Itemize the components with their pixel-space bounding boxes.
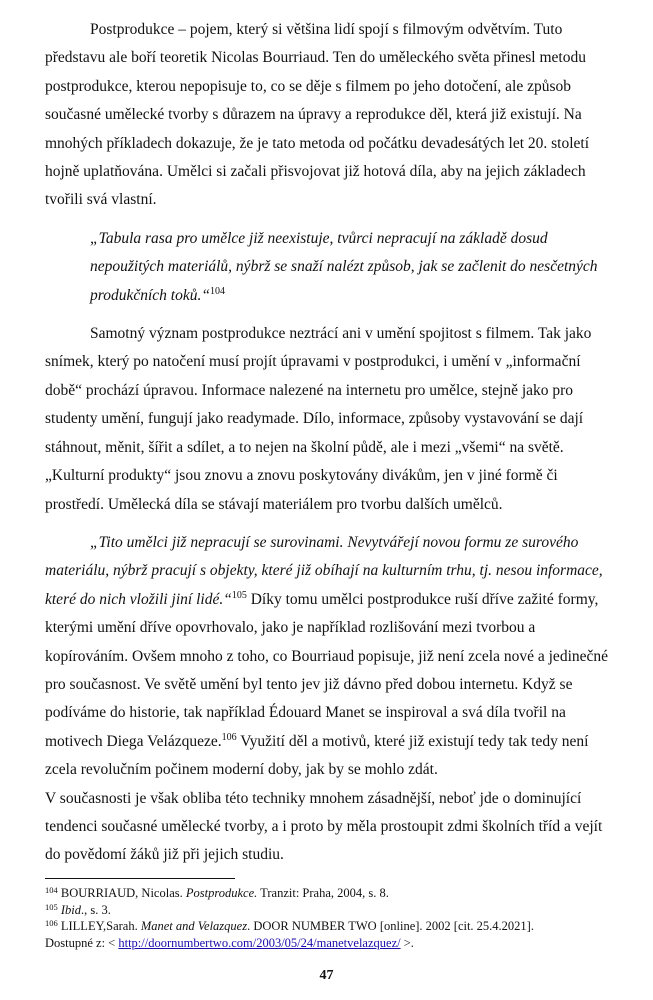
block-quote-tabula-rasa bbox=[45, 225, 610, 310]
footnote-ref-104[interactable]: 104 bbox=[209, 285, 225, 297]
paragraph-intro: Postprodukce – pojem, který si většina lidí spojí s filmovým odvětvím. Tuto představu ale boří teoretik Nicolas Bourriaud. Ten do uměleckého světa přinesl metodu postprodukce, kterou nepopisuje to, co se děje s filmem po jeho dotočení, ale způsob současné umělecké tvorby s důrazem na úpravy a reprodukce děl, která již existují. Na mnohých příkladech dokazuje, že je tato metoda od počátku devadesátých let 20. století hojně uplatňována. Umělci si začali přisvojovat již hotová díla, aby na jejich základech tvořili svá vlastní. bbox=[45, 21, 590, 209]
footnote-separator bbox=[45, 878, 235, 879]
footnote-number: 104 bbox=[45, 885, 58, 895]
document-body bbox=[45, 16, 610, 870]
footnote-105: $^{105}$ Ibid., s. 3. bbox=[45, 901, 111, 917]
paragraph-artists-raw-materials bbox=[45, 529, 610, 785]
paragraph-present-day: V současnosti je však obliba této techniky mnohem zásadnější, neboť jde o dominující tendenci současné umělecké tvorby, a i proto by měla prostoupit zdmi školních tříd a vejít do povědomí žáků již při jejich studiu. bbox=[45, 789, 603, 864]
paragraph-text-continued: Využití děl a motivů, které již existují tedy tak tedy není zcela revolučním počinem moderní doby, jak by se mohlo zdát. bbox=[45, 732, 589, 779]
footnote-number: 106 bbox=[45, 918, 58, 928]
footnote-106: $^{106}$ LILLEY,Sarah. Manet and Velazquez. DOOR NUMBER TWO [online]. 2002 [cit. 25.4.2021]. Dostupné z: < http://doornumbertwo.com/2003/05/24/manetvelazquez/ >. bbox=[45, 918, 534, 950]
paragraph-text: Díky tomu umělci postprodukce ruší dříve zažité formy, kterými umění dříve opovrhovalo, jako je například rozlišování mezi tvorbou a kopírováním. Ovšem mnoho z toho, co Bourriaud popisuje, již není zcela nové a jedinečné pro současnost. Ve světě umění byl tento jev již dávno před dobou internetu. Když se podíváme do historie, tak například Édouard Manet se inspiroval a svá díla tvořil na motivech Diega Velázqueze. bbox=[45, 590, 609, 750]
quote-text: „Tabula rasa pro umělce již neexistuje, tvůrci nepracují na základě dosud nepoužitých materiálů, nýbrž se snaží nalézt způsob, jak se začlenit do nesčetných produkčních toků.“ bbox=[90, 229, 598, 304]
footnote-number: 105 bbox=[45, 901, 58, 912]
inline-quote-raw-materials: „Tito umělci již nepracují se surovinami. Nevytvářejí novou formu ze surového materiálu, nýbrž pracují s objekty, které již obíhají na kulturním trhu, tj. nesou informace, které do nich vložili jiní lidé.“ bbox=[45, 533, 603, 608]
footnotes bbox=[45, 878, 610, 951]
footnote-source-link[interactable]: http://doornumbertwo.com/2003/05/24/manetvelazquez/ bbox=[118, 935, 401, 950]
paragraph-postproduction-film: Samotný význam postprodukce neztrácí ani v umění spojitost s filmem. Tak jako snímek, který po natočení musí projít úpravami v postprodukci, i umění v „informační době“ prochází úpravou. Informace nalezené na internetu pro umělce, stejně jako pro studenty umění, fungují jako readymade. Dílo, informace, způsoby vystavování se dají stáhnout, měnit, šířit a sdílet, a to nejen na školní půdě, ale i mezi „všemi“ na světě. „Kulturní produkty“ jsou znovu a znovu poskytovány divákům, jen v jiné formě či prostředí. Umělecká díla se stávají materiálem pro tvorbu dalších umělců. bbox=[45, 325, 592, 513]
footnote-104: $^{104}$ BOURRIAUD, Nicolas. Postprodukce. Tranzit: Praha, 2004, s. 8. bbox=[45, 885, 389, 900]
footnote-ref-105[interactable]: 105 bbox=[231, 589, 247, 601]
page-number: 47 bbox=[319, 968, 334, 983]
footnote-ref-106[interactable]: 106 bbox=[221, 731, 237, 743]
